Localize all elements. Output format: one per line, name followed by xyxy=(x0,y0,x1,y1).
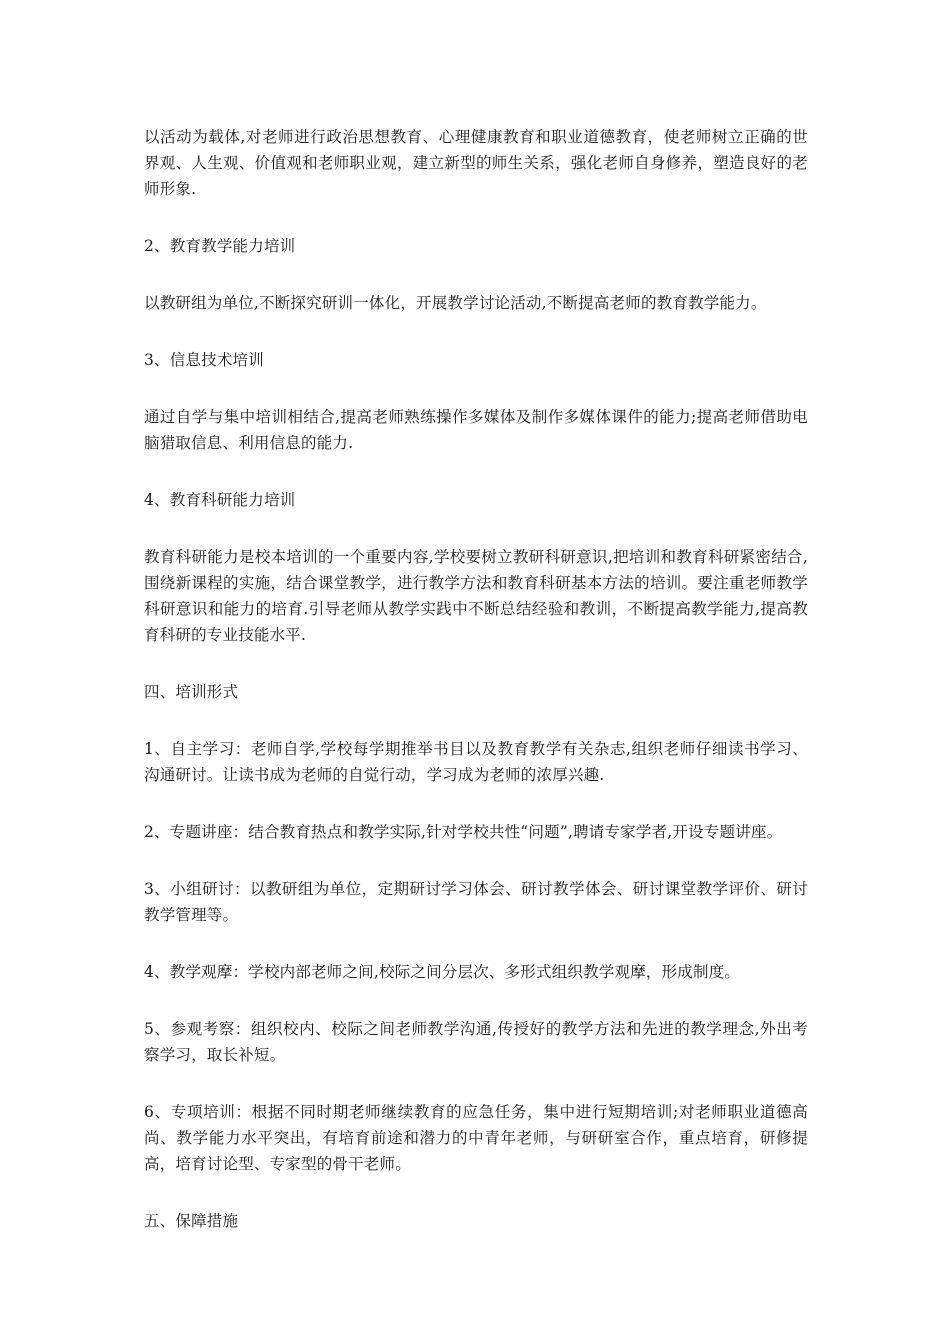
heading-safeguards: 五、保障措施 xyxy=(144,1212,239,1230)
paragraph-research-ability: 教育科研能力是校本培训的一个重要内容,学校要树立教研科研意识,把培训和教育科研紧密结合,围绕新课程的实施，结合课堂教学，进行教学方法和教育科研基本方法的培训。要注重老师教学科研意识和能力的培育.引导老师从教学实践中不断总结经验和教训，不断提高教学能力,提高教育科研的专业技能水平. xyxy=(144,548,808,644)
paragraph-moral-education: 以活动为载体,对老师进行政治思想教育、心理健康教育和职业道德教育，使老师树立正确的世界观、人生观、价值观和老师职业观，建立新型的师生关系，强化老师自身修养，塑造良好的老师形象. xyxy=(144,128,808,198)
paragraph-self-study: 1、自主学习：老师自学,学校每学期推举书目以及教育教学有关杂志,组织老师仔细读书学习、沟通研讨。让读书成为老师的自觉行动，学习成为老师的浓厚兴趣. xyxy=(144,740,808,784)
paragraph-lectures: 2、专题讲座：结合教育热点和教学实际,针对学校共性“问题”,聘请专家学者,开设专题讲座。 xyxy=(144,823,783,841)
paragraph-special-training: 6、专项培训：根据不同时期老师继续教育的应急任务，集中进行短期培训;对老师职业道德高尚、教学能力水平突出，有培育前途和潜力的中青年老师，与研研室合作，重点培育，研修提高，培育讨论型、专家型的骨干老师。 xyxy=(144,1103,808,1173)
paragraph-info-tech: 通过自学与集中培训相结合,提高老师熟练操作多媒体及制作多媒体课件的能力;提高老师借助电脑猎取信息、利用信息的能力. xyxy=(144,408,808,452)
heading-info-tech: 3、信息技术培训 xyxy=(144,351,264,369)
heading-training-forms: 四、培训形式 xyxy=(144,683,239,701)
paragraph-visits: 5、参观考察：组织校内、校际之间老师教学沟通,传授好的教学方法和先进的教学理念,外出考察学习，取长补短。 xyxy=(144,1020,808,1064)
heading-teaching-ability: 2、教育教学能力培训 xyxy=(144,237,296,255)
document-body xyxy=(144,124,808,1265)
paragraph-group-discussion: 3、小组研讨：以教研组为单位，定期研讨学习体会、研讨教学体会、研讨课堂教学评价、研讨教学管理等。 xyxy=(144,880,808,924)
heading-research-ability: 4、教育科研能力培训 xyxy=(144,491,296,509)
paragraph-teaching-ability: 以教研组为单位,不断探究研训一体化，开展教学讨论活动,不断提高老师的教育教学能力。 xyxy=(144,294,767,312)
paragraph-observation: 4、教学观摩：学校内部老师之间,校际之间分层次、多形式组织教学观摩，形成制度。 xyxy=(144,963,741,981)
